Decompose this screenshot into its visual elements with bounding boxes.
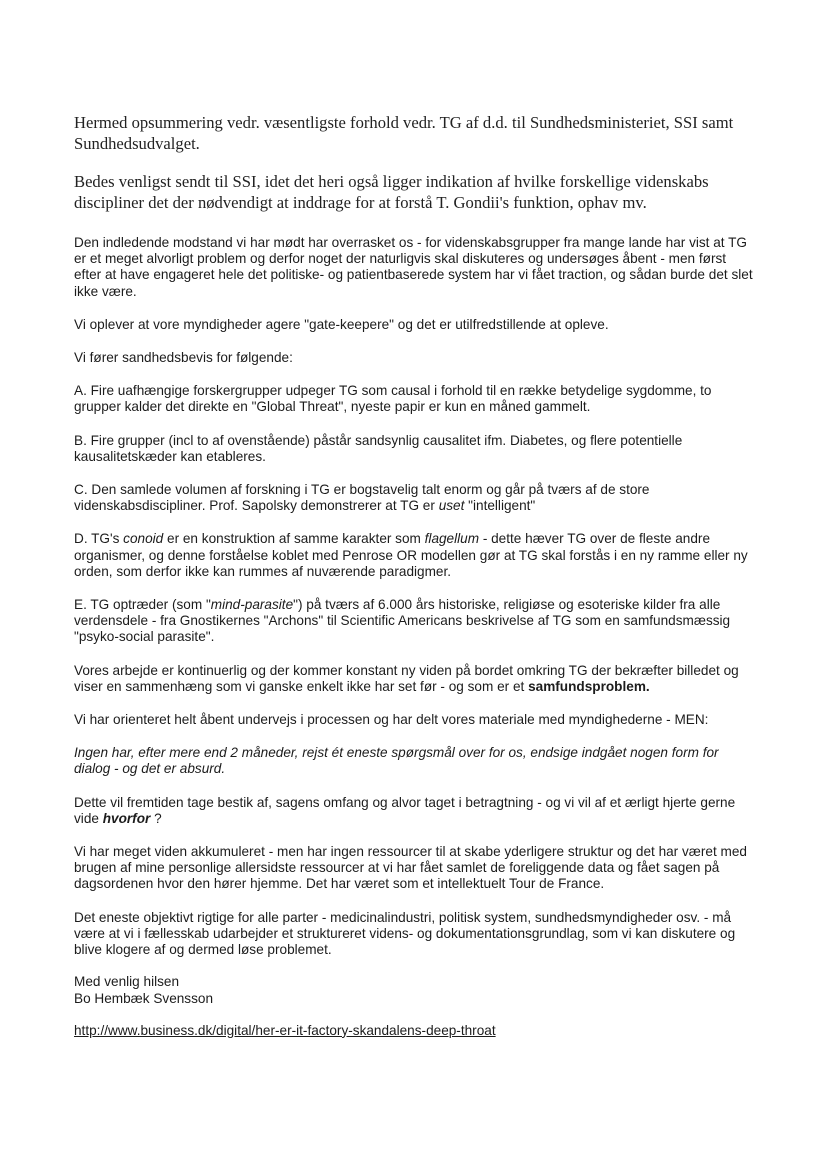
intro-line-1: Hermed opsummering vedr. væsentligste forhold vedr. TG af d.d. til Sundhedsministeriet, SSI samt Sundhedsudvalget. xyxy=(74,113,734,153)
point-d-conoid: conoid xyxy=(123,531,164,547)
paragraph-no-dialog: Ingen har, efter mere end 2 måneder, rejst ét eneste spørgsmål over for os, endsige indgået nogen form for dialog - og det er absurd. xyxy=(74,745,719,777)
reference-link[interactable]: http://www.business.dk/digital/her-er-it-factory-skandalens-deep-throat xyxy=(74,1022,496,1038)
point-d-flagellum: flagellum xyxy=(424,531,480,547)
point-c-text-end: "intelligent" xyxy=(464,498,536,514)
point-e-emphasis: mind-parasite xyxy=(210,597,294,613)
paragraph-why xyxy=(74,795,754,827)
signature xyxy=(74,974,754,1006)
continuous-work-emphasis: samfundsproblem. xyxy=(528,678,650,694)
paragraph-point-c xyxy=(74,482,754,514)
why-text-end: ? xyxy=(150,810,162,826)
signature-greeting: Med venlig hilsen xyxy=(74,974,180,990)
signature-name: Bo Hembæk Svensson xyxy=(74,990,214,1006)
intro-line-2: Bedes venligst sendt til SSI, idet det heri også ligger indikation af hvilke forskellige videnskabs discipliner det der nødvendigt at inddrage for at forstå T. Gondii's funktion, ophav mv. xyxy=(74,172,709,212)
paragraph-point-b: B. Fire grupper (incl to af ovenstående) påstår sandsynlig causalitet ifm. Diabetes, og flere potentielle kausalitetskæder kan etableres. xyxy=(74,432,683,464)
point-d-text-mid: er en konstruktion af samme karakter som xyxy=(163,531,425,547)
reference-link-paragraph xyxy=(74,1023,754,1039)
paragraph-evidence-intro: Vi fører sandhedsbevis for følgende: xyxy=(74,350,293,366)
why-text: Dette vil fremtiden tage bestik af, sagens omfang og alvor taget i betragtning - og vi vil af et ærligt hjerte gerne vide xyxy=(74,794,736,826)
paragraph-shared-material: Vi har orienteret helt åbent undervejs i processen og har delt vores materiale med myndighederne - MEN: xyxy=(74,712,709,728)
paragraph-point-e xyxy=(74,597,754,646)
paragraph-point-d xyxy=(74,531,754,580)
point-c-text: C. Den samlede volumen af forskning i TG er bogstavelig talt enorm og går på tværs af de store videnskabsdiscipliner. Prof. Sapolsky demonstrerer at TG er xyxy=(74,482,650,514)
point-e-text-end: ") på tværs af 6.000 års historiske, religiøse og esoteriske kilder fra alle verdensdele - fra Gnostikernes "Archons" til Scientific Americans beskrivelse af TG som en samfundsmæssig "psyko-social parasite". xyxy=(74,597,731,645)
paragraph-gatekeepers: Vi oplever at vore myndigheder agere "gate-keepere" og det er utilfredstillende at opleve. xyxy=(74,316,609,332)
point-d-text-end: - dette hæver TG over de fleste andre organismer, og denne forståelse koblet med Penrose OR modellen gør at TG skal forstås i en ny ramme eller ny orden, som derfor ikke kan rummes af nuværende paradigmer. xyxy=(74,531,748,579)
paragraph-continuous-work xyxy=(74,663,754,695)
paragraph-point-a: A. Fire uafhængige forskergrupper udpeger TG som causal i forhold til en række betydelige sygdomme, to grupper kalder det direkte en "Global Threat", nyeste papir er kun en måned gammelt. xyxy=(74,383,712,415)
point-e-text: E. TG optræder (som " xyxy=(74,597,211,613)
point-c-emphasis: uset xyxy=(438,498,465,514)
why-emphasis: hvorfor xyxy=(102,810,151,826)
paragraph-opposition: Den indledende modstand vi har mødt har overrasket os - for videnskabsgrupper fra mange lande har vist at TG er et meget alvorligt problem og derfor noget der naturligvis skal diskuteres og undersøges åbent - men først efter at have engageret hele det politiske- og patientbaserede system har vi fået traction, og sådan burde det slet ikke være. xyxy=(74,235,753,299)
letter xyxy=(74,112,754,1039)
point-d-text: D. TG's xyxy=(74,531,124,547)
continuous-work-text: Vores arbejde er kontinuerlig og der kommer konstant ny viden på bordet omkring TG der bekræfter billedet og viser en sammenhæng som vi ganske enkelt ikke har set før - og som er et xyxy=(74,662,739,694)
paragraph-objective: Det eneste objektivt rigtige for alle parter - medicinalindustri, politisk system, sundhedsmyndigheder osv. - må være at vi i fællesskab udarbejder et struktureret videns- og dokumentationsgrundlag, som vi kan diskutere og blive klogere af og dermed løse problemet. xyxy=(74,909,736,958)
paragraph-resources: Vi har meget viden akkumuleret - men har ingen ressourcer til at skabe yderligere struktur og det har været med brugen af mine personlige allersidste ressourcer at vi har fået samlet de foreliggende data og fået sagen på dagsordenen hvor den hører hjemme. Det har været som et intellektuelt Tour de France. xyxy=(74,844,747,892)
